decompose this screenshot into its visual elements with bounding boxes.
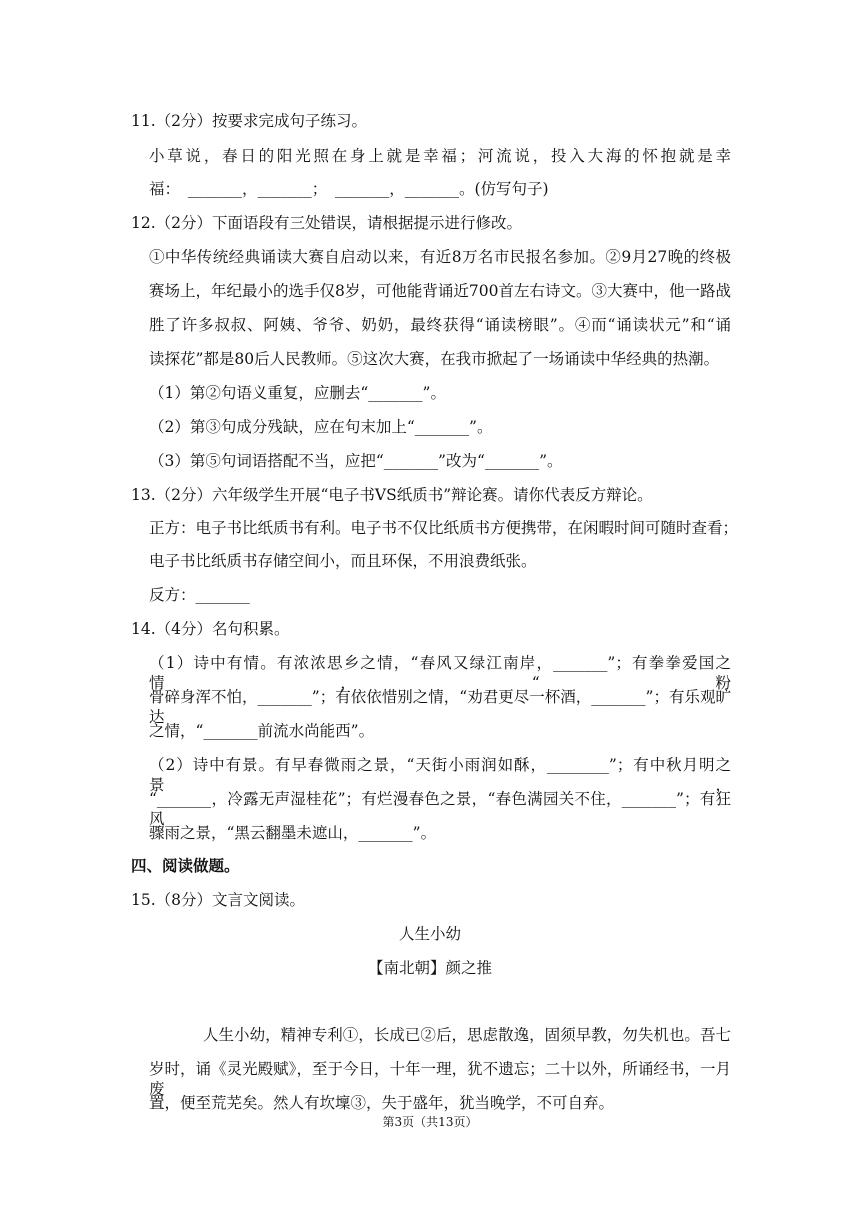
q13-line1: 正方：电子书比纸质书有利。电子书不仅比纸质书方便携带，在闲暇时间可随时查看； xyxy=(149,519,739,537)
q11-line2: 福： _______，_______； _______，_______。(仿写句子) xyxy=(149,180,549,198)
page-footer: 第3页（共13页） xyxy=(382,1115,478,1129)
passage-line: 置，便至荒芜矣。然人有坎壈③，失于盛年，犹当晚学，不可自弃。 xyxy=(149,1094,615,1112)
q12-sub3: （3）第⑤句词语搭配不当，应把“_______”改为“_______”。 xyxy=(149,452,563,470)
q14-p2-line: （2）诗中有景。有早春微雨之景，“天街小雨润如酥，________”；有中秋月明之景， xyxy=(149,756,731,794)
passage-line: 岁时，诵《灵光殿赋》，至于今日，十年一理，犹不遗忘；二十以外，所诵经书，一月废 xyxy=(149,1060,731,1098)
q13-line2: 电子书比纸质书存储空间小，而且环保，不用浪费纸张。 xyxy=(149,552,537,570)
q14-header: 14.（4分）名句积累。 xyxy=(131,620,290,638)
q12-sub2: （2）第③句成分残缺，应在句末加上“_______”。 xyxy=(149,418,493,436)
q12-line: 赛场上，年纪最小的选手仅8岁，可他能背诵近700首左右诗文。③大赛中，他一路战 xyxy=(149,282,731,300)
q12-sub1: （1）第②句语义重复，应删去“_______”。 xyxy=(149,384,446,402)
passage-title: 人生小幼 xyxy=(398,925,461,943)
section-heading: 四、阅读做题。 xyxy=(131,856,240,875)
passage-author: 【南北朝】颜之推 xyxy=(367,959,492,977)
q11-header: 11.（2分）按要求完成句子练习。 xyxy=(131,112,368,130)
q12-line: 胜了许多叔叔、阿姨、爷爷、奶奶，最终获得“诵读榜眼”。④而“诵读状元”和“诵 xyxy=(149,316,731,334)
q13-header: 13.（2分）六年级学生开展“电子书VS纸质书”辩论赛。请你代表反方辩论。 xyxy=(131,486,653,504)
q14-p1-line: （1）诗中有情。有浓浓思乡之情，“春风又绿江南岸，_______”；有拳拳爱国之情，“粉 xyxy=(149,654,731,692)
passage-line: 人生小幼，精神专利①，长成已②后，思虑散逸，固须早教，勿失机也。吾七 xyxy=(203,1026,731,1044)
q12-header: 12.（2分）下面语段有三处错误，请根据提示进行修改。 xyxy=(131,214,523,232)
q11-line1: 小草说，春日的阳光照在身上就是幸福；河流说，投入大海的怀抱就是幸 xyxy=(149,147,731,165)
q14-p2-line: 骤雨之景，“黑云翻墨未遮山，_______”。 xyxy=(149,824,437,842)
q13-line3: 反方：_______ xyxy=(149,586,250,604)
q14-p1-line: 之情，“_______前流水尚能西”。 xyxy=(149,722,375,740)
q14-p2-line: “_______，冷露无声湿桂花”；有烂漫春色之景，“春色满园关不住，_______”；有狂风 xyxy=(149,790,731,828)
q12-line: ①中华传统经典诵读大赛自启动以来，有近8万名市民报名参加。②9月27晚的终极 xyxy=(149,248,731,266)
q15-header: 15.（8分）文言文阅读。 xyxy=(131,891,306,909)
q12-line: 读探花”都是80后人民教师。⑤这次大赛，在我市掀起了一场诵读中华经典的热潮。 xyxy=(149,350,720,368)
q14-p1-line: 骨碎身浑不怕，_______”；有依依惜别之情，“劝君更尽一杯酒，_______”；有乐观旷达 xyxy=(149,688,731,726)
